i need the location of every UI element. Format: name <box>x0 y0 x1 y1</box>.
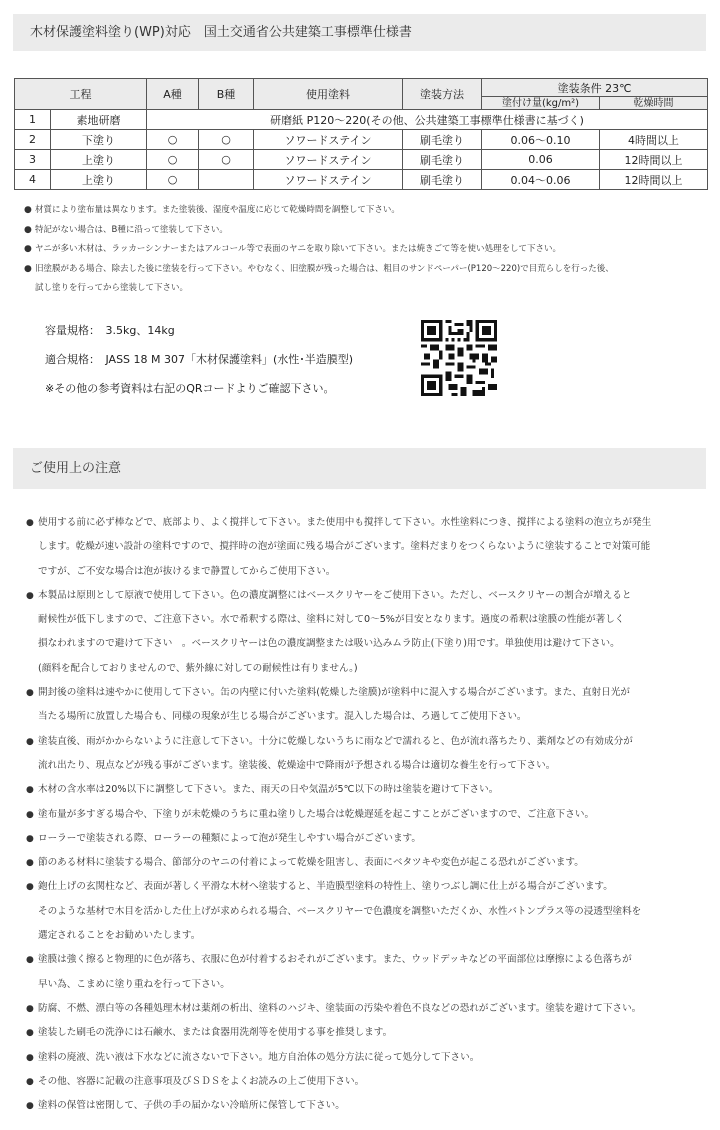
bullet-icon: ● <box>26 809 34 820</box>
row-number: 4 <box>15 170 51 190</box>
col-method: 塗装方法 <box>403 79 482 110</box>
col-material: 使用塗料 <box>254 79 403 110</box>
caution-item: ● 塗料の保管は密閉して、子供の手の届かない冷暗所に保管して下さい。 <box>26 1094 716 1118</box>
bullet-icon: ● <box>26 833 34 844</box>
bullet-icon: ● <box>26 1052 34 1063</box>
row-dry: 12時間以上 <box>600 170 708 190</box>
row-dry: 12時間以上 <box>600 150 708 170</box>
col-amount: 塗付け量(kg/m²) <box>482 97 600 110</box>
bullet-icon: ● <box>24 263 32 274</box>
caution-item: ● 防腐、不燃、漂白等の各種処理木材は薬剤の析出、塗料のハジキ、塗装面の汚染や着色不良などの恐れがございます。塗装を避けて下さい。 <box>26 997 716 1021</box>
caution-item: ● 木材の含水率は20%以下に調整して下さい。また、雨天の日や気温が5℃以下の時は塗装を避けて下さい。 <box>26 778 716 802</box>
row-b-mark: ○ <box>199 150 254 170</box>
bullet-icon: ● <box>26 955 34 966</box>
caution-list <box>26 511 716 1118</box>
caution-item: ● その他、容器に記載の注意事項及びＳＤＳをよくお読みの上ご使用下さい。 <box>26 1070 716 1094</box>
row-material: ソワードステイン <box>254 130 403 150</box>
bullet-icon: ● <box>24 205 32 215</box>
bullet-icon: ● <box>26 1003 34 1014</box>
caution-item: ● 塗膜は強く擦ると物理的に色が落ち、衣服に色が付着するおそれがございます。また、ウッドデッキなどの平面部位は摩擦による色落ちが 早い為、こまめに塗り重ねを行って下さい。 <box>26 948 716 997</box>
row-a-mark: ○ <box>147 150 199 170</box>
row-material: ソワードステイン <box>254 150 403 170</box>
spec-title: 木材保護塗料塗り(WP)対応 国土交通省公共建築工事標準仕様書 <box>30 25 412 40</box>
table-notes <box>24 201 704 299</box>
caution-item: ● 塗装直後、雨がかからないように注意して下さい。十分に乾燥しないうちに雨などで濡れると、色が流れ落ちたり、薬剤などの有効成分が 流れ出たり、現点などが残る事がございます。塗装後、乾燥途中で降雨が予想される場合は適切な養生を行って下さい。 <box>26 730 716 779</box>
row-dry: 4時間以上 <box>600 130 708 150</box>
bullet-icon: ● <box>26 1028 34 1039</box>
bullet-icon: ● <box>26 882 34 893</box>
col-a-type: A種 <box>147 79 199 110</box>
row-method: 刷毛塗り <box>403 150 482 170</box>
row-material: 研磨紙 P120～220(その他、公共建築工事標準仕様書に基づく) <box>147 110 708 130</box>
bullet-icon: ● <box>24 224 32 235</box>
spec-header <box>13 14 706 51</box>
row-step: 上塗り <box>51 170 147 190</box>
standard-spec: 適合規格： JASS 18 M 307「木材保護塗料」(水性･半造膜型) <box>45 353 354 366</box>
bullet-icon: ● <box>26 858 34 869</box>
caution-title: ご使用上の注意 <box>30 461 122 476</box>
note-item: ● 特記がない場合は、B種に沿って塗装して下さい。 <box>24 221 704 241</box>
row-a-mark: ○ <box>147 170 199 190</box>
table-row <box>15 110 708 130</box>
caution-item: ● 塗装した刷毛の洗浄には石鹸水、または食器用洗剤等を使用する事を推奨します。 <box>26 1021 716 1045</box>
col-conditions: 塗装条件 23℃ <box>482 79 708 97</box>
caution-item: ● 開封後の塗料は速やかに使用して下さい。缶の内壁に付いた塗料(乾燥した塗膜)が塗料中に混入する場合がございます。また、直射日光が 当たる場所に放置した場合も、同様の現象が生じる場合がございます。混入した場合は、ろ過してご使用下さい。 <box>26 681 716 730</box>
caution-item: ● 本製品は原則として原液で使用して下さい。色の濃度調整にはベースクリヤーをご使用下さい。ただし、ベースクリヤーの割合が増えると 耐候性が低下しますので、ご注意下さい。水で希釈する際は、塗料に対して0～5%が目安となります。過度の希釈は塗膜の性能が著しく 損なわれますので避けて下さい 。ベースクリヤーは色の濃度調整または吸い込みムラ防止(下塗り)用です。単独使用は避けて下さい。 (顔料を配合しておりませんので、紫外線に対しての耐候性は有りません。) <box>26 584 716 681</box>
row-number: 2 <box>15 130 51 150</box>
bullet-icon: ● <box>26 518 34 528</box>
row-step: 上塗り <box>51 150 147 170</box>
bullet-icon: ● <box>26 688 34 699</box>
caution-header <box>13 448 706 489</box>
table-row <box>15 150 708 170</box>
row-amount: 0.06 <box>482 150 600 170</box>
note-item: ● 旧塗膜がある場合、除去した後に塗装を行って下さい。やむなく、旧塗膜が残った場合は、粗目のサンドペーパー(P120～220)で目荒らしを行った後、 試し塗りを行ってから塗装して下さい。 <box>24 260 704 299</box>
note-item: ● ヤニが多い木材は、ラッカーシンナーまたはアルコール等で表面のヤニを取り除いて下さい。または焼きごて等を使い処理をして下さい。 <box>24 240 704 260</box>
bullet-icon: ● <box>24 244 32 254</box>
row-step: 下塗り <box>51 130 147 150</box>
bullet-icon: ● <box>26 590 34 601</box>
capacity-spec: 容量規格： 3.5kg、14kg <box>45 324 175 337</box>
row-number: 1 <box>15 110 51 130</box>
note-item: ● 材質により塗布量は異なります。また塗装後、湿度や温度に応じて乾燥時間を調整して下さい。 <box>24 201 704 221</box>
row-b-mark: ○ <box>199 130 254 150</box>
row-amount: 0.06～0.10 <box>482 130 600 150</box>
bullet-icon: ● <box>26 785 34 796</box>
row-number: 3 <box>15 150 51 170</box>
qr-code-icon[interactable] <box>421 320 497 396</box>
caution-item: ● 塗料の廃液、洗い液は下水などに流さないで下さい。地方自治体の処分方法に従って処分して下さい。 <box>26 1046 716 1070</box>
caution-item: ● 節のある材料に塗装する場合、節部分のヤニの付着によって乾燥を阻害し、表面にベタツキや変色が起こる恐れがございます。 <box>26 851 716 875</box>
table-row <box>15 170 708 190</box>
row-method: 刷毛塗り <box>403 170 482 190</box>
row-a-mark: ○ <box>147 130 199 150</box>
bullet-icon: ● <box>26 1076 34 1087</box>
spec-table <box>14 78 708 190</box>
caution-item: ● 鉋仕上げの玄関柱など、表面が著しく平滑な木材へ塗装すると、半造膜型塗料の特性上、塗りつぶし調に仕上がる場合がございます。 そのような基材で木目を活かした仕上げが求められる場合、ベースクリヤーで色濃度を調整いただくか、水性バトンプラス等の浸透型塗料を 選定されることをお勧めいたします。 <box>26 875 716 948</box>
row-amount: 0.04～0.06 <box>482 170 600 190</box>
col-dry-time: 乾燥時間 <box>600 97 708 110</box>
bullet-icon: ● <box>26 1101 34 1112</box>
caution-item: ● 塗布量が多すぎる場合や、下塗りが未乾燥のうちに重ね塗りした場合は乾燥遅延を起こすことがございますので、ご注意下さい。 <box>26 803 716 827</box>
row-step: 素地研磨 <box>51 110 147 130</box>
row-b-mark <box>199 170 254 190</box>
bullet-icon: ● <box>26 736 34 747</box>
caution-item: ● ローラーで塗装される際、ローラーの種類によって泡が発生しやすい場合がございます。 <box>26 827 716 851</box>
row-method: 刷毛塗り <box>403 130 482 150</box>
col-process: 工程 <box>15 79 147 110</box>
col-b-type: B種 <box>199 79 254 110</box>
row-material: ソワードステイン <box>254 170 403 190</box>
qr-note: ※その他の参考資料は右記のQRコードよりご確認下さい。 <box>45 382 335 395</box>
caution-item: ● 使用する前に必ず棒などで、底部より、よく撹拌して下さい。また使用中も撹拌して下さい。水性塗料につき、撹拌による塗料の泡立ちが発生 します。乾燥が速い設計の塗料ですので、撹拌時の泡が塗面に残る場合がございます。塗料だまりをつくらないように塗装することで対策可能 ですが、ご不安な場合は泡が抜けるまで静置してからご使用下さい。 <box>26 511 716 584</box>
table-row <box>15 130 708 150</box>
